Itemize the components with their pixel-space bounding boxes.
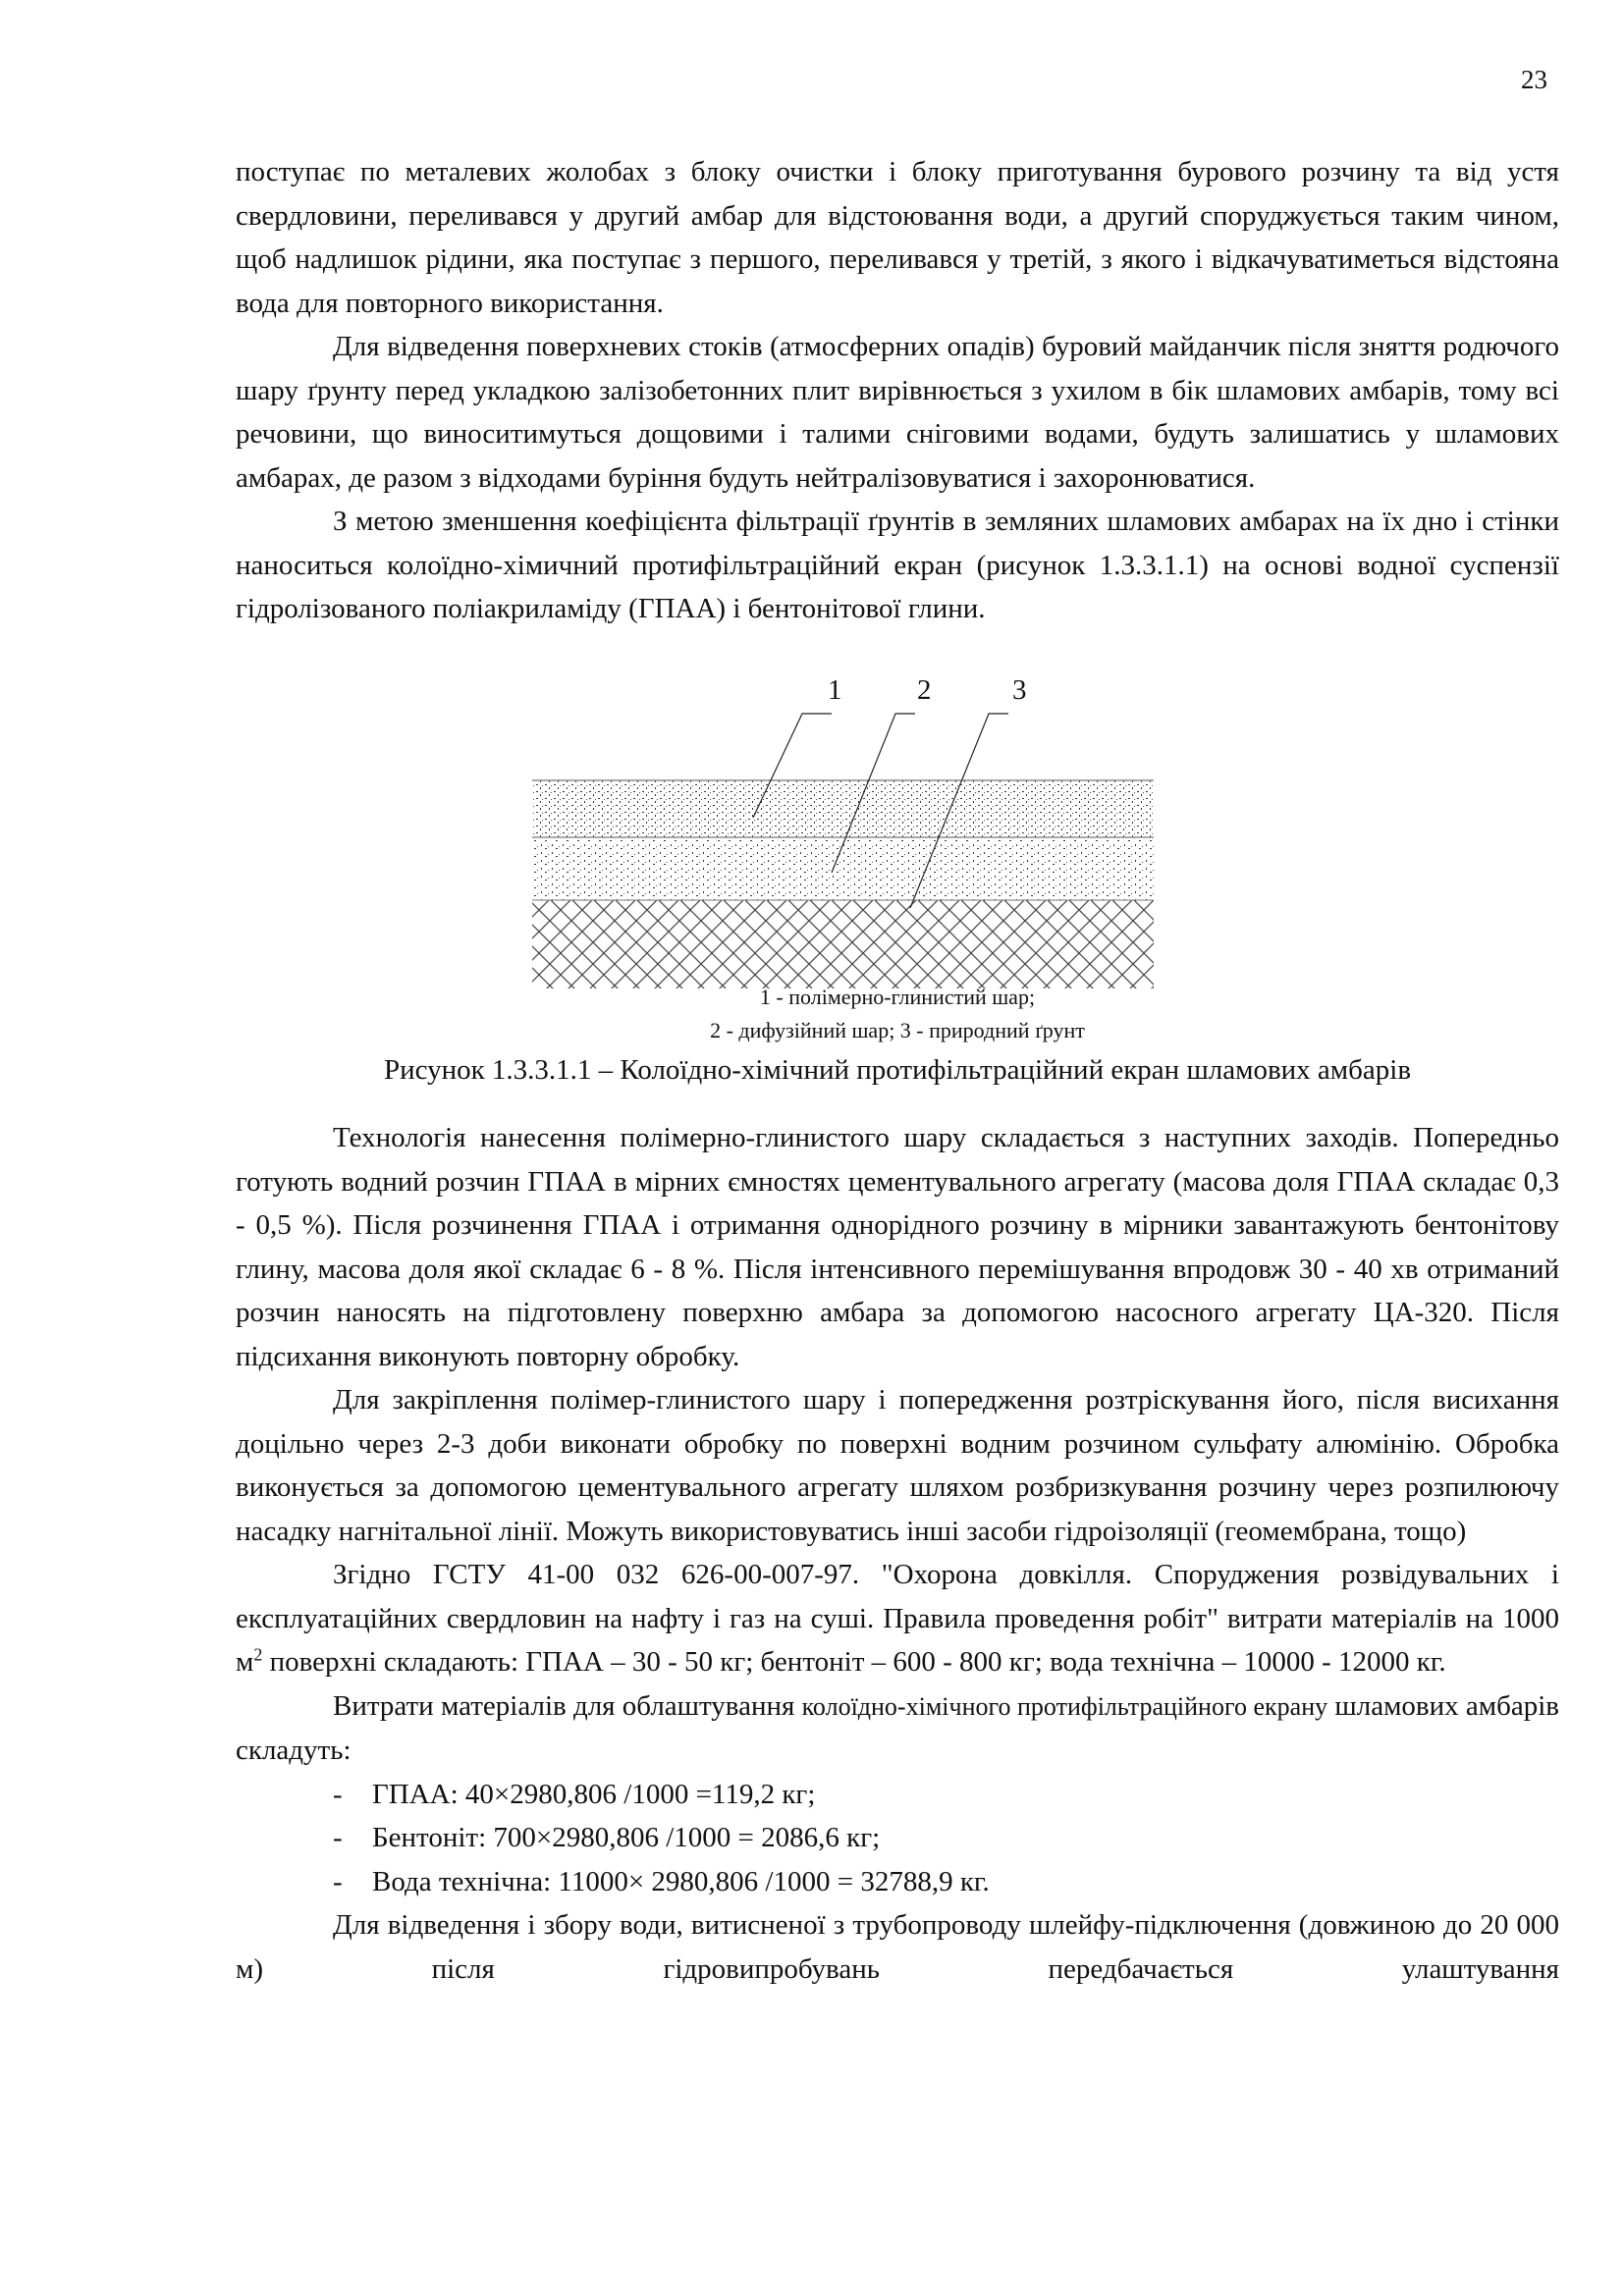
list-item-text: Бентоніт: 700×2980,806 /1000 = 2086,6 кг; — [372, 1822, 881, 1853]
list-item — [236, 1773, 1559, 1817]
list-marker: - — [333, 1865, 343, 1897]
natural-soil-layer — [532, 900, 1154, 988]
paragraph: Для відведення поверхневих стоків (атмосферних опадів) буровий майданчик після зняття родючого шару ґрунту перед укладкою залізобетонних плит вирівнюється з ухилом в бік шламових амбарів, тому всі речовини, що виноситимуться дощовими і талими сніговими водами, будуть залишатись у шламових амбарах, де разом з відходами буріння будуть нейтралізовуватися і захоронюватися. — [236, 331, 1559, 494]
paragraph: Для закріплення полімер-глинистого шару і попередження розтріскування його, після висихання доцільно через 2-3 доби виконати обробку по поверхні водним розчином сульфату алюмінію. Обробка виконується за допомогою цементувального агрегату шляхом розбризкування розчину через розпилюючу насадку нагнітальної лінії. Можуть використовуватись інші засоби гідроізоляції (геомембрана, тощо) — [236, 1384, 1559, 1547]
text-block-bottom — [236, 1116, 1559, 1991]
diffusion-layer — [532, 839, 1154, 900]
layer-diagram — [517, 694, 1154, 988]
figure-label-1: 1 — [828, 674, 842, 706]
figure-caption: Рисунок 1.3.3.1.1 – Колоїдно-хімічний протифільтраційний екран шламових амбарів — [383, 1054, 1412, 1086]
paragraph: Технологія нанесення полімерно-глинистого шару складається з наступних заходів. Попередньо готують водний розчин ГПАА в мірних ємностях цементувального агрегату (масова доля ГПАА складає 0,3 - 0,5 %). Після розчинення ГПАА і отримання однорідного розчину в мірники завантажують бентонітову глину, масова доля якої складає 6 - 8 %. Після інтенсивного перемішування впродовж 30 - 40 хв отриманий розчин наносять на підготовлену поверхню амбара за допомогою насосного агрегату ЦА-320. Після підсихання виконують повторну обробку. — [236, 1122, 1559, 1372]
list-item — [236, 1816, 1559, 1860]
paragraph — [236, 1553, 1559, 1684]
paragraph: поступає по металевих жолобах з блоку очистки і блоку приготування бурового розчину та від устя свердловини, переливався у другий амбар для відстоювання води, а другий споруджується таким чином, щоб надлишок рідини, яка поступає з першого, переливався у третій, з якого і відкачуватиметься відстояна вода для повторного використання. — [236, 156, 1559, 319]
figure-screen-diagram — [517, 674, 1154, 988]
page-number: 23 — [1521, 65, 1547, 94]
list-marker: - — [333, 1822, 343, 1853]
paragraph-text: шламових амбарів складуть: — [236, 1689, 1559, 1766]
polymer-clay-layer — [532, 780, 1154, 837]
figure-label-3: 3 — [1012, 674, 1027, 706]
paragraph: Для відведення і збору води, витисненої з трубопроводу шлейфу-підключення (довжиною до 20 000 м) після гідровипробувань передбачається улаштування — [236, 1909, 1559, 1985]
paragraph: З метою зменшення коефіцієнта фільтрації ґрунтів в земляних шламових амбарах на їх дно і стінки наноситься колоїдно-хімичний протифільтраційний екран (рисунок 1.3.3.1.1) на основі водної суспензії гідролізованого поліакриламіду (ГПАА) і бентонітової глини. — [236, 506, 1559, 624]
paragraph — [236, 1684, 1559, 1773]
list-marker: - — [333, 1778, 343, 1810]
list-item — [236, 1860, 1559, 1904]
paragraph-text: Згідно ГСТУ 41-00 032 626-00-007-97. "Охорона довкілля. Споруджения розвідувальних і експлуатаційних свердловин на нафту і газ на суші. Правила проведення робіт" витрати матеріалів на 1000 м — [236, 1559, 1559, 1678]
figure-legend-line-1: 1 - полімерно-глинистий шар; — [759, 985, 1036, 1009]
figure-legend-line-2: 2 - дифузійний шар; 3 - природний ґрунт — [710, 1018, 1085, 1042]
figure-label-2: 2 — [917, 674, 932, 706]
list-item-text: Вода технічна: 11000× 2980,806 /1000 = 32788,9 кг. — [372, 1865, 990, 1897]
text-block-top — [236, 150, 1559, 631]
list-item-text: ГПАА: 40×2980,806 /1000 =119,2 кг; — [372, 1778, 816, 1810]
paragraph-text: колоїдно-хімічного протифільтраційного екрану — [801, 1691, 1328, 1721]
paragraph-text: Витрати матеріалів для облаштування — [333, 1689, 802, 1722]
paragraph-text: поверхні складають: ГПАА – 30 - 50 кг; бентоніт – 600 - 800 кг; вода технічна – 10000 - 12000 кг. — [262, 1646, 1446, 1678]
superscript: 2 — [253, 1644, 263, 1665]
